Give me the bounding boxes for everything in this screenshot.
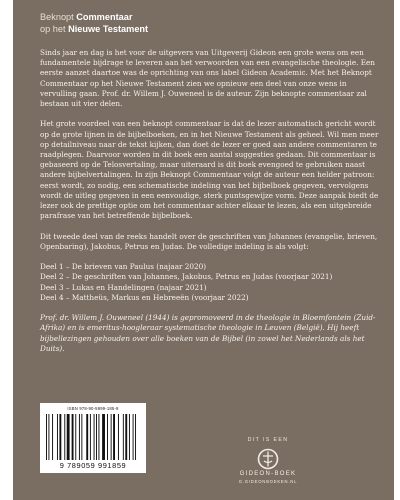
blurb-paragraph-1: Sinds jaar en dag is het voor de uitgevers van Uitgeverij Gideon een grote wens om een fundamentele bijdrage te leveren aan het verwoorden van een evangelische theologie. Een eerste aanzet daartoe was de oprichting van ons label Gideon Academic. Met het Beknopt Commentaar op het Nieuwe Testament zien we opnieuw een deel van onze wens in vervulling gaan. Prof. dr. Willem J. Ouweneel is de auteur. Zijn beknopte commentaar zal bestaan uit vier delen. <box>40 48 375 109</box>
blurb <box>40 48 382 364</box>
publisher-tagline: DIT IS EEN <box>247 437 289 443</box>
author-year: (1944) <box>143 313 172 323</box>
author-name: Prof. dr. Willem J. Ouweneel <box>40 313 144 323</box>
series-line-1: Beknopt Commentaar <box>40 12 133 22</box>
volume-item: Deel 2 – De geschriften van Johannes, Jakobus, Petrus en Judas (voorjaar 2021) <box>40 272 333 282</box>
publisher-website: G.GIDEONBOEKEN.NL <box>238 479 298 484</box>
series-title <box>40 11 148 35</box>
author-bio <box>40 313 382 354</box>
volume-list <box>40 262 382 303</box>
barcode-bars <box>45 414 141 460</box>
volume-item: Deel 4 – Mattheüs, Markus en Hebreeën (voorjaar 2022) <box>40 292 249 302</box>
author-text: is gepromoveerd in de theologie in Bloemfontein (Zuid-Afrika) en is emeritus-hoogleraar systematische theologie in Leuven (België). Hij heeft bijbellezingen gehouden over alle boeken van de Bijbel (in zowel het Nederlands als het Duits). <box>40 313 376 353</box>
volume-item: Deel 1 – De brieven van Paulus (najaar 2020) <box>40 262 207 272</box>
book-back-cover <box>13 0 394 500</box>
isbn-label: ISBN 978-90-5999-185-9 <box>67 406 119 411</box>
gideon-logo-icon <box>256 448 280 470</box>
barcode-box <box>40 403 146 473</box>
series-line-2: op het Nieuwe Testament <box>40 24 149 34</box>
blurb-paragraph-3: Dit tweede deel van de reeks handelt over de geschriften van Johannes (evangelie, brieven, Openbaring), Jakobus, Petrus en Judas. De volledige indeling is als volgt: <box>40 231 378 251</box>
volume-item: Deel 3 – Lukas en Handelingen (najaar 2021) <box>40 282 207 292</box>
barcode-digits: 9 789059 991859 <box>59 461 127 470</box>
publisher-name: GIDEON-BOEK G.GIDEONBOEKEN.NL <box>226 471 310 485</box>
blurb-paragraph-2: Het grote voordeel van een beknopt commentaar is dat de lezer automatisch gericht wordt op de grote lijnen in de bijbelboeken, en in het Nieuwe Testament als geheel. Wil men meer op detailniveau naar de tekst kijken, dan doet de lezer er goed aan andere commentaren te raadplegen. Daarvoor worden in dit boek een aantal suggesties gedaan. Dit commentaar is gebaseerd op de Telosvertaling, maar uiteraard is dit boek evengoed te gebruiken naast andere bijbelvertalingen. In zijn Beknopt Commentaar volgt de auteur een helder patroon: eerst wordt, zo nodig, een schematische indeling van het bijbelboek gegeven, vervolgens wordt de uitleg gegeven in een eenvoudige, sterk puntsgewijze vorm. Deze aanpak biedt de lezer ook de prettige optie om het commentaar achter elkaar te lezen, als een uitgebreide parafrase van het betreffende bijbelboek. <box>40 119 379 221</box>
